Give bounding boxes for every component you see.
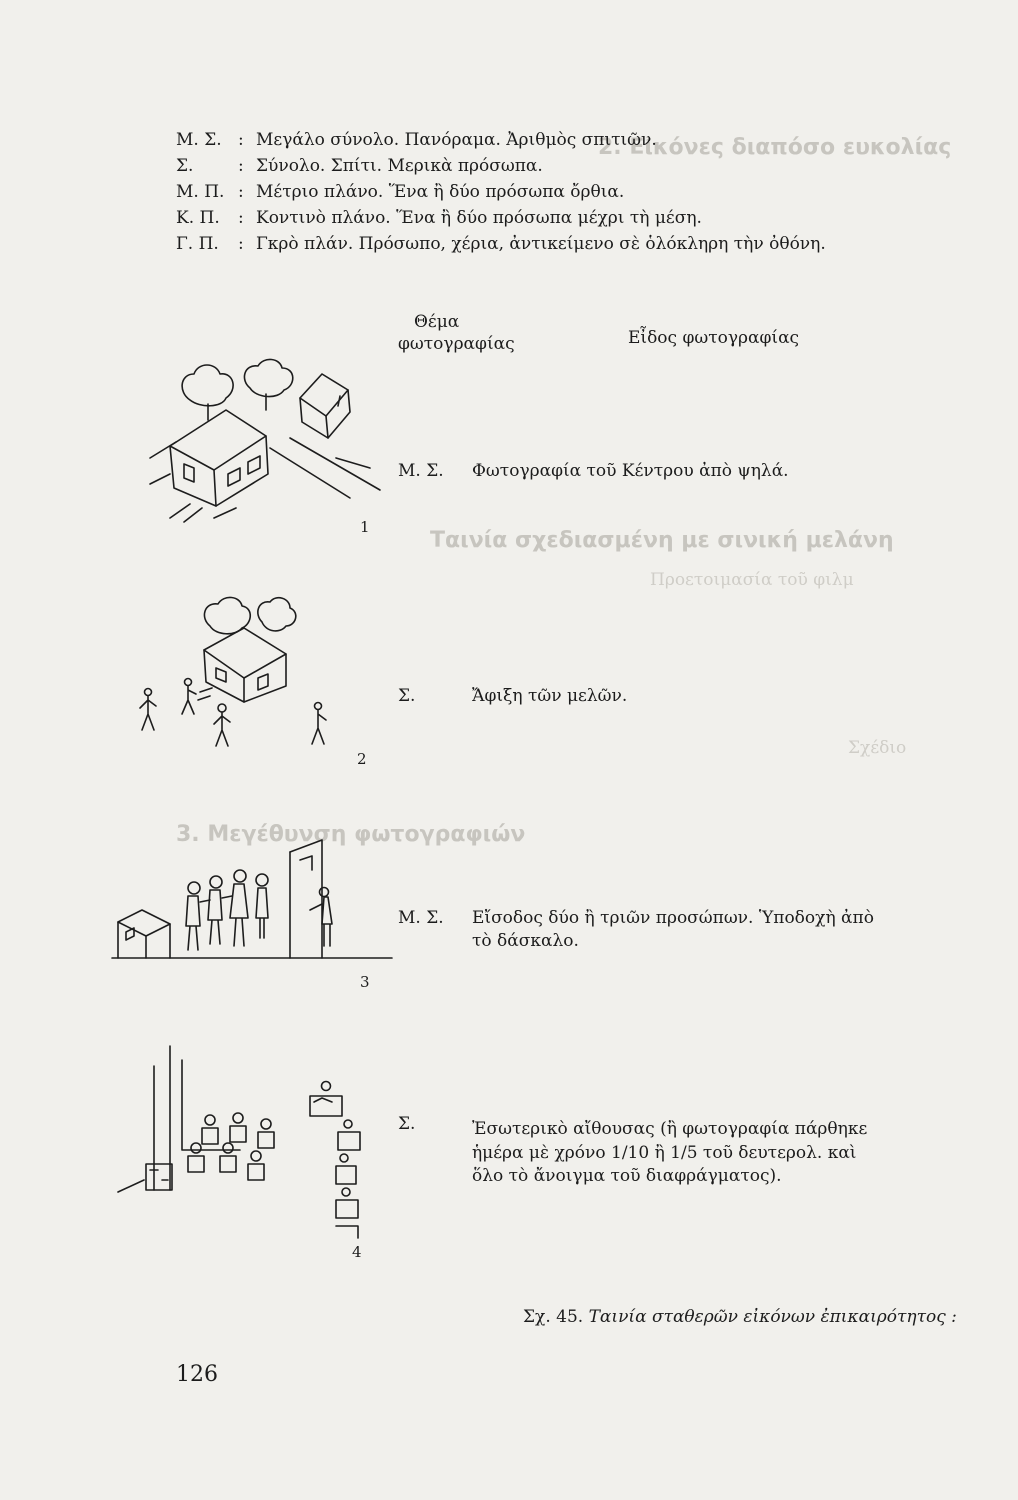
- frame-shot-label: Σ.: [398, 686, 416, 706]
- column-header-type: Εἶδος φωτογραφίας: [628, 328, 800, 348]
- frame-2-arrival-sketch: [140, 596, 370, 756]
- frame-shot-label: Σ.: [398, 1114, 416, 1134]
- legend-line: Μ. Π. : Μέτριο πλάνο. Ἕνα ἢ δύο πρόσωπα ὄρθια.: [176, 182, 625, 202]
- frame-number: 2: [357, 750, 367, 768]
- frame-description: Φωτογραφία τοῦ Κέντρου ἀπὸ ψηλά.: [472, 461, 789, 481]
- column-header-subject: φωτογραφίας: [398, 334, 515, 354]
- frame-3-entrance-sketch: [112, 840, 392, 980]
- legend-line: Κ. Π. : Κοντινὸ πλάνο. Ἕνα ἢ δύο πρόσωπα μέχρι τὴ μέση.: [176, 208, 702, 228]
- frame-number: 4: [352, 1243, 362, 1261]
- frame-shot-label: Μ. Σ.: [398, 908, 444, 928]
- frame-shot-label: Μ. Σ.: [398, 461, 444, 481]
- frame-description: ὅλο τὸ ἄνοιγμα τοῦ διαφράγματος).: [472, 1166, 782, 1186]
- frame-description: Εἴσοδος δύο ἢ τριῶν προσώπων. Ὑποδοχὴ ἀπὸ: [472, 908, 874, 928]
- frame-number: 3: [360, 973, 370, 991]
- frame-description: Ἐσωτερικὸ αἴθουσας (ἢ φωτογραφία πάρθηκε: [472, 1119, 868, 1139]
- figure-caption: [523, 1307, 957, 1327]
- frame-1-houses-sketch: [150, 358, 390, 528]
- frame-4-classroom-sketch: [110, 1040, 390, 1240]
- show-through-heading: 2. Εἰκόνες διαπόσο ευκολίας: [598, 135, 952, 160]
- legend-line: Μ. Σ. : Μεγάλο σύνολο. Πανόραμα. Ἀριθμὸς σπιτιῶν.: [176, 130, 657, 150]
- figure-title: Ταινία σταθερῶν εἰκόνων ἐπικαιρότητος :: [588, 1307, 957, 1327]
- show-through-heading: Ταινία σχεδιασμένη με σινική μελάνη: [430, 528, 894, 553]
- show-through-text: Προετοιμασία τοῦ φιλμ: [650, 570, 854, 590]
- frame-description: Ἄφιξη τῶν μελῶν.: [472, 686, 628, 706]
- legend-line: Σ. : Σύνολο. Σπίτι. Μερικὰ πρόσωπα.: [176, 156, 543, 176]
- figure-label: Σχ. 45.: [523, 1307, 584, 1327]
- page-number: 126: [176, 1362, 218, 1387]
- legend-line: Γ. Π. : Γκρὸ πλάν. Πρόσωπο, χέρια, ἀντικείμενο σὲ ὁλόκληρη τὴν ὀθόνη.: [176, 234, 826, 254]
- frame-description: τὸ δάσκαλο.: [472, 931, 579, 951]
- show-through-heading: 3. Μεγέθυνση φωτογραφιών: [176, 822, 526, 847]
- column-header-subject: Θέμα: [414, 312, 460, 332]
- frame-description: ἡμέρα μὲ χρόνο 1/10 ἢ 1/5 τοῦ δευτερολ. καὶ: [472, 1143, 857, 1163]
- frame-number: 1: [360, 518, 370, 536]
- show-through-text: Σχέδιο: [848, 738, 907, 758]
